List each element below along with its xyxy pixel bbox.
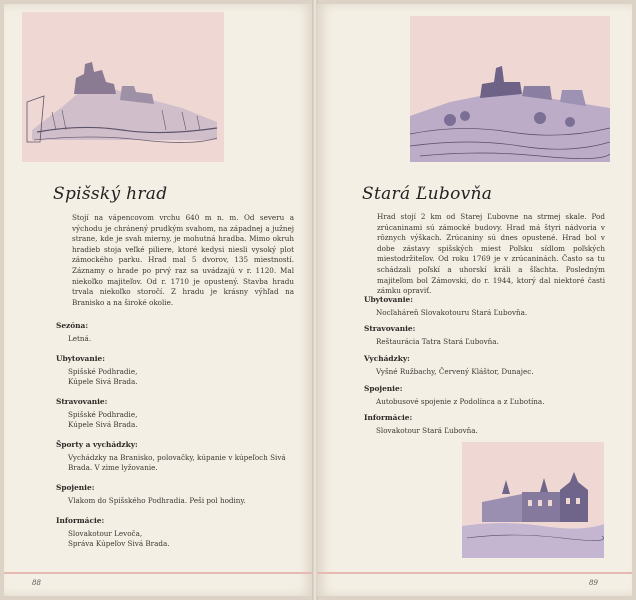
section-sports — [56, 440, 296, 472]
section-value: Slovakotour Stará Ľubovňa. — [376, 426, 478, 435]
section-heading: Športy a vychádzky: — [56, 440, 138, 449]
page-number: 88 — [32, 579, 41, 587]
section-value: Letná. — [68, 334, 92, 343]
section-value: Spišské Podhradie, Kúpele Sivá Brada. — [68, 367, 138, 386]
section-dining — [56, 397, 296, 429]
section-heading: Informácie: — [56, 516, 105, 525]
footer-rule — [4, 572, 313, 574]
section-value: Vlakom do Spišského Podhradia. Peši pol hodiny. — [68, 496, 246, 505]
manor-sketch-icon — [462, 442, 604, 558]
page-number: 89 — [589, 579, 598, 587]
castle-sketch-icon — [410, 16, 610, 162]
manor-illustration — [462, 442, 604, 558]
castle-sketch-icon — [22, 12, 224, 162]
section-heading: Informácie: — [364, 413, 413, 422]
section-heading: Vychádzky: — [364, 354, 410, 363]
section-heading: Spojenie: — [56, 483, 95, 492]
footer-rule — [317, 572, 632, 574]
page-title: Spišský hrad — [53, 184, 168, 204]
section-accommodation — [56, 354, 296, 386]
section-value: Spišské Podhradie, Kúpele Sivá Brada. — [68, 410, 138, 429]
section-heading: Sezóna: — [56, 321, 89, 330]
right-page — [317, 4, 632, 596]
section-value: Vyšné Ružbachy, Červený Kláštor, Dunajec. — [376, 367, 534, 376]
section-heading: Ubytovanie: — [364, 295, 413, 304]
section-value: Reštaurácia Tatra Stará Ľubovňa. — [376, 337, 499, 346]
section-connection — [364, 384, 614, 407]
section-heading: Ubytovanie: — [56, 354, 105, 363]
description-paragraph: Hrad stojí 2 km od Starej Ľubovne na strmej skale. Pod zrúcaninami sú zámocké budovy. Hrad má štyri nádvoria v rôznych výškach. Zrúcaniny sú dnes opustené. Hrad bol v dobe zástavy spišských miest Poľsku sídlom poľských miestodržiteľov. Od roku 1769 je v zrúcaninách. Často sa tu schádzali poľskí a uhorskí králi a šľachta. Posledným majiteľom bol Zámovski, do r. 1944, ktorý dal niektoré časti zámku opraviť. — [377, 212, 605, 296]
section-season — [56, 321, 296, 344]
section-connection — [56, 483, 296, 506]
description-paragraph: Stojí na vápencovom vrchu 640 m n. m. Od severu a východu je chránený prudkým svahom, na západnej a južnej strane, kde je svah mierny, je mohutná hradba. Mimo okruh hradieb stoja veľké piliere, ktoré kedysi niesli vysoký plot zámockého parku. Hrad mal 5 dvorov, 135 miestností. Záznamy o hrade po prvý raz sa uvádzajú v r. 1120. Mal niekoľko majiteľov. Od r. 1710 je opustený. Stavba hradu trvala niekoľko storočí. Z hradu je krásny výhľad na Branisko a na široké okolie. — [72, 213, 294, 307]
left-page — [4, 4, 313, 596]
section-heading: Stravovanie: — [56, 397, 108, 406]
section-value: Nocľaháreň Slovakotouru Stará Ľubovňa. — [376, 308, 528, 317]
section-heading: Spojenie: — [364, 384, 403, 393]
spissky-hrad-illustration — [22, 12, 224, 162]
section-heading: Stravovanie: — [364, 324, 416, 333]
section-value: Autobusové spojenie z Podolínca a z Ľubotína. — [376, 397, 545, 406]
section-walks — [364, 354, 614, 377]
section-accommodation — [364, 295, 614, 318]
stara-lubovna-illustration — [410, 16, 610, 162]
page-title: Stará Ľubovňa — [362, 184, 493, 204]
section-information — [364, 413, 614, 436]
section-value: Slovakotour Levoča, Správa Kúpeľov Sivá Brada. — [68, 529, 170, 548]
section-dining — [364, 324, 614, 347]
section-information — [56, 516, 296, 548]
section-value: Vychádzky na Branisko, polovačky, kúpanie v kúpeľoch Sivá Brada. V zime lyžovanie. — [68, 453, 286, 472]
